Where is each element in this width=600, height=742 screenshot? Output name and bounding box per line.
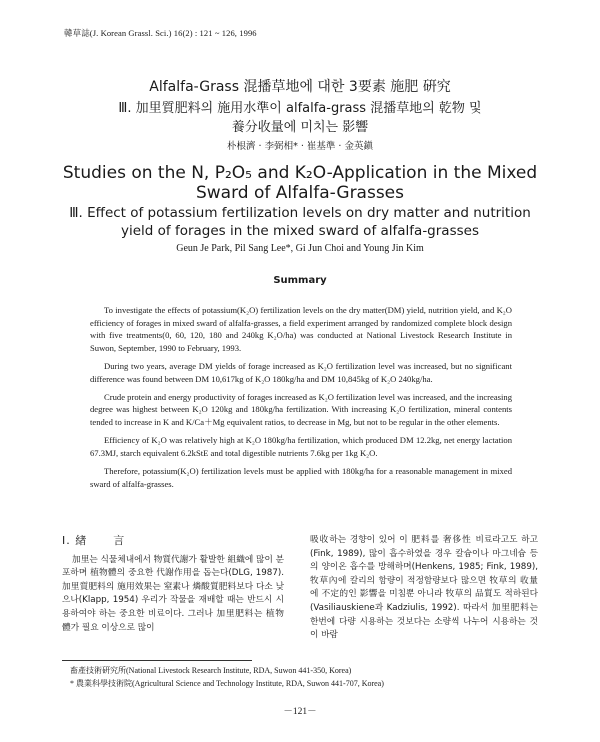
summary-abstract [90,304,512,496]
summary-paragraph: Crude protein and energy productivity of forages increased as K₂O fertilization level was increased, and the increasing degree was highest between K₂O 120kg and 180kg/ha fertilization. With increasing K₂O fertilization, mineral contents tended to increase in K and K/Ca＋Mg equivalent ratios, to decrease in Mg, but not to be regular in the other elements. [90,391,512,427]
summary-paragraph: To investigate the effects of potassium(K₂O) fertilization levels on the dry matter(DM) yield, nutrition yield, and K₂O efficiency of forages in mixed sward of alfalfa-grasses, a field experiment arranged by randomized complete block design with five treatments(0, 60, 120, 180 and 240kg K₂O/ha) was conducted at National Livestock Research Institute in Suwon, September, 1990 to February, 1993. [90,305,512,353]
korean-title-line-2: Ⅲ. 加里質肥料의 施用水準이 alfalfa-grass 混播草地의 乾物 및 [118,101,482,116]
summary-heading: Summary [273,275,327,286]
section-heading [62,534,284,548]
footnote-affiliation-1: 畜產技術硏究所(National Livestock Research Institute, RDA, Suwon 441-350, Korea) [70,666,352,675]
korean-authors: 朴根濟 · 李弼相* · 崔基準 · 金英鎭 [227,141,373,152]
summary-paragraph: Efficiency of K₂O was relatively high at K₂O 180kg/ha fertilization, which produced DM 12.2kg, net energy lactation 67.3MJ, starch equivalent 6.2kStE and total digestible nutrients 7.6kg per 1kg K₂O. [90,435,512,458]
section-number: Ⅰ. 緖 [62,534,88,547]
footnotes [70,665,384,690]
journal-citation: 韓草誌(J. Korean Grassl. Sci.) 16(2) : 121 ~ 126, 1996 [64,28,257,38]
section-title: 言 [113,534,126,547]
footnote-divider [62,660,252,661]
footnote-affiliation-2: * 農業科學技術院(Agricultural Science and Technology Institute, RDA, Suwon 441-707, Korea) [70,678,384,688]
korean-title-line-1: Alfalfa-Grass 混播草地에 대한 3要素 施肥 硏究 [149,79,451,95]
body-column-right [310,534,538,643]
korean-title-line-3: 養分收量에 미치는 影響 [231,120,369,135]
english-title-line-2: Sward of Alfalfa-Grasses [195,183,405,203]
english-subtitle-line-2: yield of forages in the mixed sward of alfalfa-grasses [120,223,479,239]
english-subtitle-line-1: Ⅲ. Effect of potassium fertilization levels on dry matter and nutrition [69,205,531,221]
english-authors: Geun Je Park, Pil Sang Lee*, Gi Jun Choi and Young Jin Kim [176,243,424,254]
body-paragraph-left: 加里는 식물체내에서 物質代謝가 활발한 組織에 많이 분포하며 植物體의 중요한 代謝作用을 돕는다(DLG, 1987). 加里質肥料의 施用效果는 窒素나 燐酸質肥料보다 다소 낮으나(Klapp, 1954) 우리가 작물을 재배할 때는 반드시 시용하여야 하는 중요한 비료이다. 그러나 加里肥料는 植物體가 필요 이상으로 많이 [62,554,284,633]
body-paragraph-right: 吸收하는 경향이 있어 이 肥料를 奢侈性 비료라고도 하고(Fink, 1989), 많이 흡수하였을 경우 칼슘이나 마그네슘 등의 양이온 흡수를 방해하며(Henkens, 1985; Fink, 1989), 牧草內에 칼리의 함량이 적정함량보다 많으면 牧草의 收量에 不定的인 影響을 미침뿐 아니라 牧草의 品質도 적하된다(Vasiliauskiene과 Kadziulis, 1992). 따라서 加里肥料는 한번에 다량 시용하는 것보다는 소량씩 나누어 시용하는 것이 바람 [310,535,538,641]
page-number: －121－ [283,707,317,717]
english-title-line-1: Studies on the N, P₂O₅ and K₂O-Application in the Mixed [62,163,538,183]
body-column-left [62,534,284,635]
summary-paragraph: During two years, average DM yields of forage increased as K₂O fertilization level was increased, but no significant difference was found between DM 10,617kg of K₂O 180kg/ha and DM 10,845kg of K₂O 240kg/ha. [90,360,512,384]
summary-paragraph: Therefore, potassium(K₂O) fertilization levels must be applied with 180kg/ha for a reasonable management in mixed sward of alfalfa-grasses. [90,465,512,489]
